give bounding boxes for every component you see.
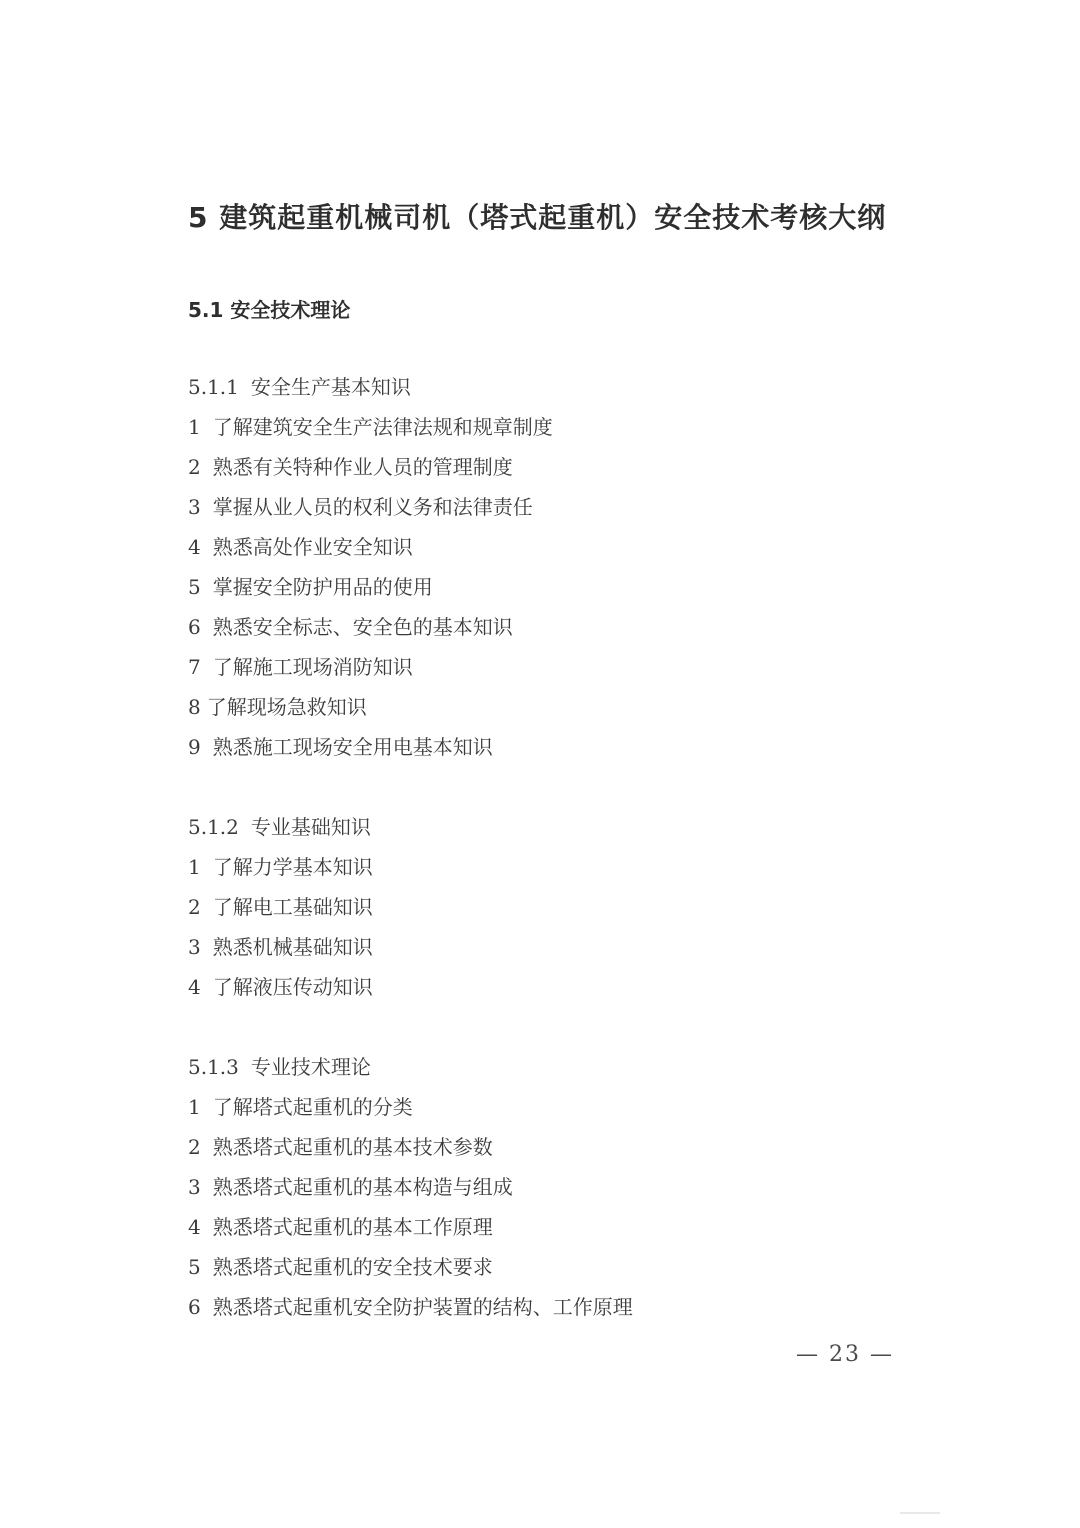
list-item [188, 1127, 888, 1167]
item-number: 3 [188, 1175, 201, 1199]
item-text: 熟悉高处作业安全知识 [212, 535, 413, 559]
list-item [188, 407, 888, 447]
subsection-professional-theory [188, 1047, 888, 1327]
list-item [188, 567, 888, 607]
list-item [188, 1287, 888, 1327]
list-item [188, 1247, 888, 1287]
item-text: 熟悉塔式起重机安全防护装置的结构、工作原理 [212, 1295, 633, 1319]
item-number: 3 [188, 495, 201, 519]
item-text: 了解建筑安全生产法律法规和规章制度 [212, 415, 553, 439]
subsection-number: 5.1.1 [188, 375, 239, 399]
item-number: 2 [188, 895, 201, 919]
item-number: 2 [188, 455, 201, 479]
item-number: 1 [188, 855, 201, 879]
list-item [188, 607, 888, 647]
subsection-number: 5.1.2 [188, 815, 239, 839]
item-number: 2 [188, 1135, 201, 1159]
list-item [188, 967, 888, 1007]
item-text: 熟悉塔式起重机的安全技术要求 [212, 1255, 493, 1279]
item-number: 3 [188, 935, 201, 959]
subsection-title [188, 1047, 888, 1087]
item-number: 5 [188, 575, 201, 599]
item-text: 熟悉塔式起重机的基本构造与组成 [212, 1175, 513, 1199]
list-item [188, 1087, 888, 1127]
item-text: 了解塔式起重机的分类 [212, 1095, 413, 1119]
item-text: 掌握从业人员的权利义务和法律责任 [212, 495, 533, 519]
list-item [188, 527, 888, 567]
item-text: 了解现场急救知识 [206, 695, 367, 719]
item-number: 8 [188, 695, 201, 719]
list-item [188, 927, 888, 967]
item-number: 5 [188, 1255, 201, 1279]
list-item [188, 647, 888, 687]
subsection-professional-basics [188, 807, 888, 1007]
document-title: 5 建筑起重机械司机（塔式起重机）安全技术考核大纲 [188, 201, 887, 234]
list-item [188, 687, 888, 727]
item-text: 熟悉塔式起重机的基本工作原理 [212, 1215, 493, 1239]
list-item [188, 887, 888, 927]
list-item [188, 847, 888, 887]
subsection-title-text: 专业技术理论 [250, 1055, 371, 1079]
item-number: 7 [188, 655, 201, 679]
item-text: 熟悉安全标志、安全色的基本知识 [212, 615, 513, 639]
list-item [188, 1167, 888, 1207]
item-text: 了解电工基础知识 [212, 895, 373, 919]
subsection-title [188, 807, 888, 847]
item-number: 9 [188, 735, 201, 759]
section-heading: 5.1 安全技术理论 [188, 298, 351, 322]
item-text: 熟悉机械基础知识 [212, 935, 373, 959]
subsection-safety-production [188, 367, 888, 767]
item-text: 了解液压传动知识 [212, 975, 373, 999]
scan-mark [900, 1512, 940, 1514]
item-number: 4 [188, 1215, 201, 1239]
subsection-number: 5.1.3 [188, 1055, 239, 1079]
item-text: 熟悉施工现场安全用电基本知识 [212, 735, 493, 759]
item-number: 6 [188, 615, 201, 639]
page-number: — 23 — [796, 1342, 894, 1367]
item-text: 掌握安全防护用品的使用 [212, 575, 433, 599]
list-item [188, 487, 888, 527]
item-number: 1 [188, 1095, 201, 1119]
list-item [188, 447, 888, 487]
subsection-title [188, 367, 888, 407]
item-text: 了解力学基本知识 [212, 855, 373, 879]
item-number: 6 [188, 1295, 201, 1319]
list-item [188, 1207, 888, 1247]
item-number: 4 [188, 535, 201, 559]
item-text: 熟悉塔式起重机的基本技术参数 [212, 1135, 493, 1159]
subsection-title-text: 安全生产基本知识 [250, 375, 411, 399]
subsection-title-text: 专业基础知识 [250, 815, 371, 839]
list-item [188, 727, 888, 767]
item-text: 了解施工现场消防知识 [212, 655, 413, 679]
item-number: 1 [188, 415, 201, 439]
item-text: 熟悉有关特种作业人员的管理制度 [212, 455, 513, 479]
item-number: 4 [188, 975, 201, 999]
